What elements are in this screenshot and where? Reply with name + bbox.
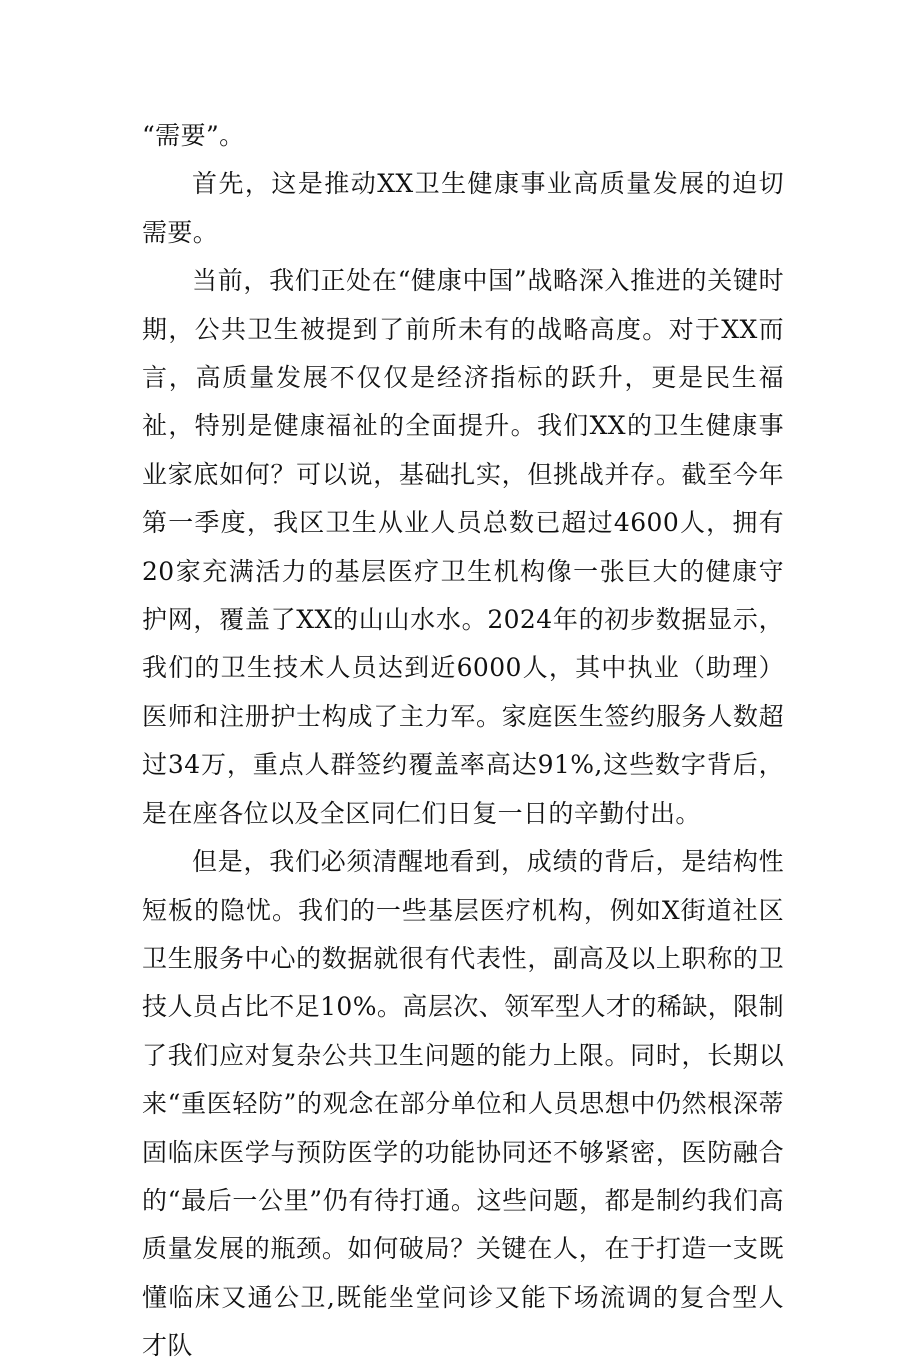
paragraph-current-situation: 当前，我们正处在“健康中国”战略深入推进的关键时期，公共卫生被提到了前所未有的战略高度。对于XX而言，高质量发展不仅仅是经济指标的跃升，更是民生福祉，特别是健康福祉的全面提升。我们XX的卫生健康事业家底如何？可以说，基础扎实，但挑战并存。截至今年第一季度，我区卫生从业人员总数已超过4600人，拥有20家充满活力的基层医疗卫生机构像一张巨大的健康守护网，覆盖了XX的山山水水。2024年的初步数据显示，我们的卫生技术人员达到近6000人，其中执业（助理）医师和注册护士构成了主力军。家庭医生签约服务人数超过34万，重点人群签约覆盖率高达91%,这些数字背后，是在座各位以及全区同仁们日复一日的辛勤付出。 <box>142 266 784 828</box>
body-text <box>142 112 784 1371</box>
paragraph-continuation: “需要”。 <box>142 121 245 150</box>
paragraph-shortcomings: 但是，我们必须清醒地看到，成绩的背后，是结构性短板的隐忧。我们的一些基层医疗机构，例如X街道社区卫生服务中心的数据就很有代表性，副高及以上职称的卫技人员占比不足10%。高层次、领军型人才的稀缺，限制了我们应对复杂公共卫生问题的能力上限。同时，长期以来“重医轻防”的观念在部分单位和人员思想中仍然根深蒂固临床医学与预防医学的功能协同还不够紧密，医防融合的“最后一公里”仍有待打通。这些问题，都是制约我们高质量发展的瓶颈。如何破局？关键在人，在于打造一支既懂临床又通公卫,既能坐堂问诊又能下场流调的复合型人才队 <box>142 847 784 1361</box>
paragraph-first-point: 首先，这是推动XX卫生健康事业高质量发展的迫切需要。 <box>142 169 784 247</box>
